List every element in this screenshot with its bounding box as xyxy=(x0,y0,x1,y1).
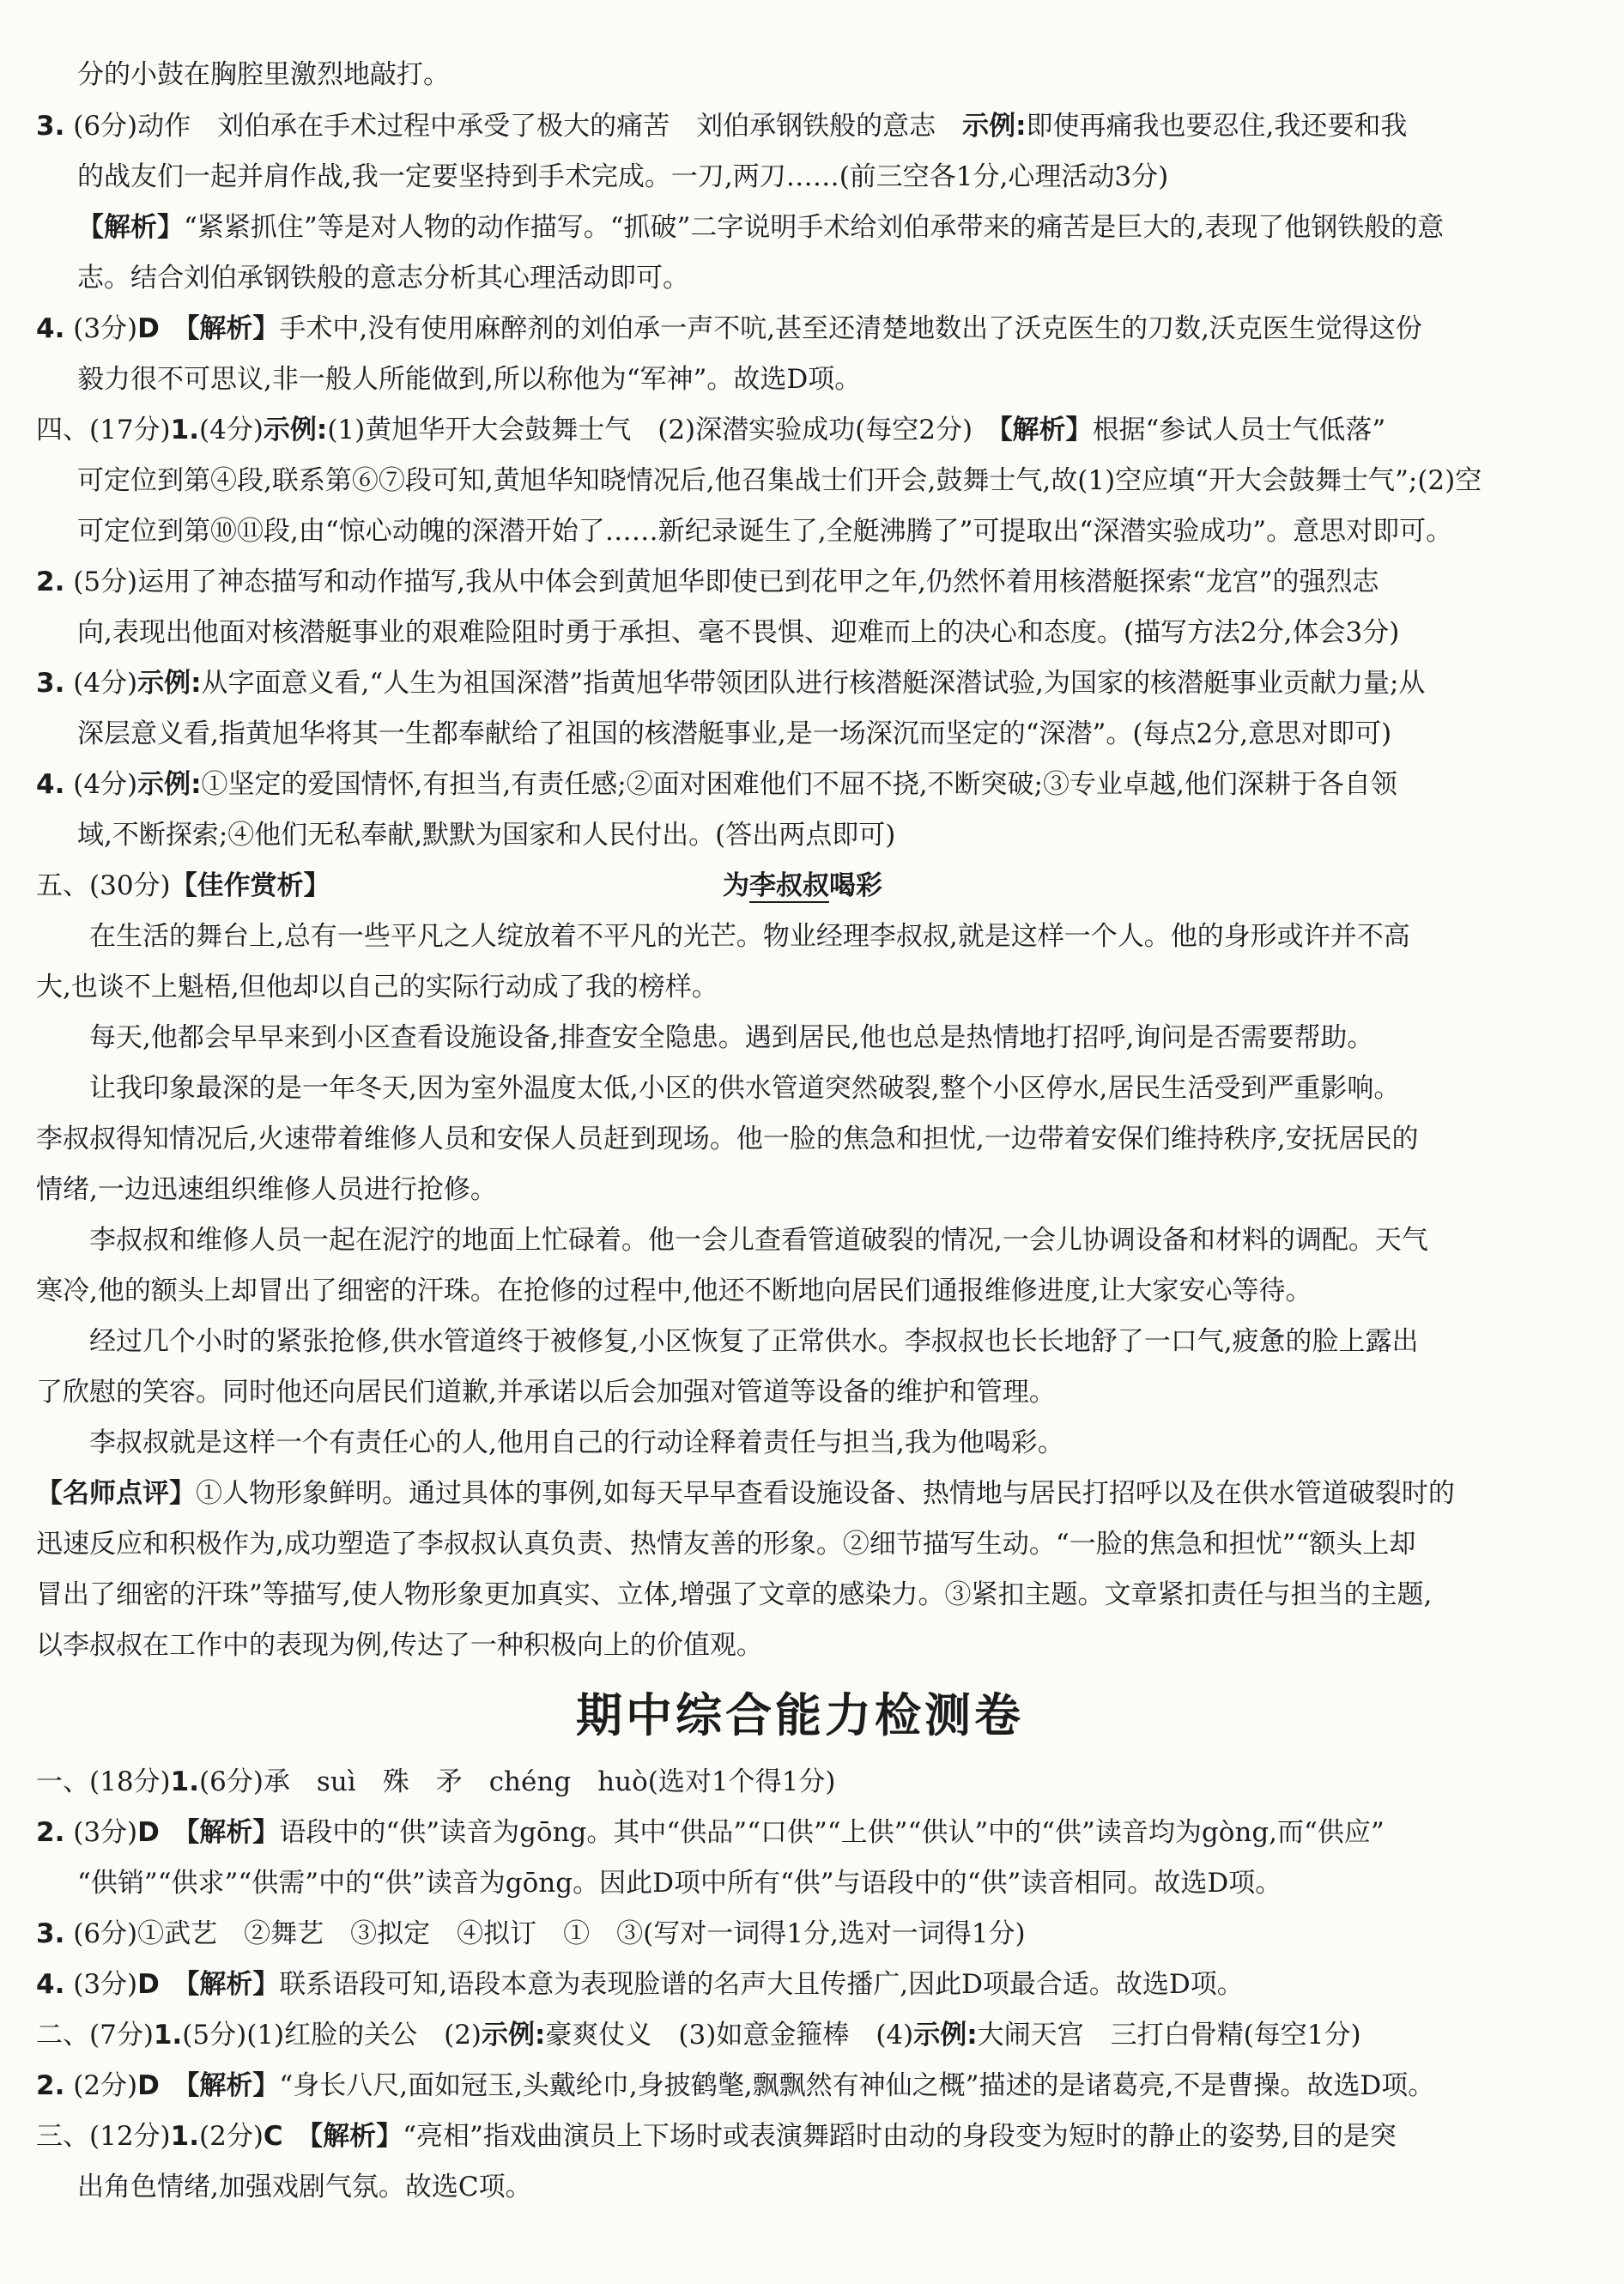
mid-s1-q1-number: 1. xyxy=(170,1766,199,1797)
essay-p5: 经过几个小时的紧张抢修,供水管道终于被修复,小区恢复了正常供水。李叔叔也长长地舒了一口气,疲惫的脸上露出 xyxy=(89,1326,1419,1357)
sec4-q3-number: 3. xyxy=(36,668,65,699)
sec4-q3-line2: 深层意义看,指黄旭华将其一生都奉献给了祖国的核潜艇事业,是一场深沉而坚定的“深潜”。(每点2分,意思对即可) xyxy=(77,718,1392,749)
mid-s1-q1 xyxy=(36,1757,1564,1808)
mid-s1-q3 xyxy=(36,1909,1564,1960)
sec5-label: 【佳作赏析】 xyxy=(170,870,330,901)
sec4-q2-number: 2. xyxy=(36,566,65,597)
sec4-q4 xyxy=(36,760,1564,810)
teacher-comment-line3: 冒出了细密的汗珠”等描写,使人物形象更加真实、立体,增强了文章的感染力。③紧扣主题。文章紧扣责任与担当的主题, xyxy=(36,1579,1433,1610)
mid-s2-heading: 二、(7分) xyxy=(36,2020,154,2051)
mid-s1-q4-number: 4. xyxy=(36,1969,65,2000)
q4-line2: 毅力很不可思议,非一般人所能做到,所以称他为“军神”。故选D项。 xyxy=(77,364,862,395)
mid-s1-q3-number: 3. xyxy=(36,1918,65,1949)
sec4-q4-score: (4分) xyxy=(73,769,138,800)
q3-analysis-line2: 志。结合刘伯承钢铁般的意志分析其心理活动即可。 xyxy=(77,263,689,294)
sec4-q3 xyxy=(36,658,1564,709)
teacher-comment-line2: 迅速反应和积极作为,成功塑造了李叔叔认真负责、热情友善的形象。②细节描写生动。“一脸的焦急和担忧”“额头上却 xyxy=(36,1529,1416,1560)
teacher-comment-label: 【名师点评】 xyxy=(36,1478,196,1509)
mid-s1-q3-text: (6分)①武艺 ②舞艺 ③拟定 ④拟订 ① ③(写对一词得1分,选对一词得1分) xyxy=(73,1918,1026,1949)
sec4-q4-line1: ①坚定的爱国情怀,有担当,有责任感;②面对困难他们不屈不挠,不断突破;③专业卓越,他们深耕于各自领 xyxy=(201,769,1397,800)
mid-s3-q1-score: (2分) xyxy=(199,2121,264,2152)
essay-p4: 李叔叔和维修人员一起在泥泞的地面上忙碌着。他一会儿查看管道破裂的情况,一会儿协调设备和材料的调配。天气 xyxy=(89,1225,1428,1256)
sec4-q4-example-label: 示例: xyxy=(137,769,202,800)
mid-s2-q1-part1: (5分)(1)红脸的关公 (2) xyxy=(182,2020,482,2051)
q3-line2: 的战友们一起并肩作战,我一定要坚持到手术完成。一刀,两刀……(前三空各1分,心理活动3分) xyxy=(77,161,1169,192)
essay-p3-cont1: 李叔叔得知情况后,火速带着维修人员和安保人员赶到现场。他一脸的焦急和担忧,一边带着安保们维持秩序,安抚居民的 xyxy=(36,1124,1419,1154)
mid-s2-q1 xyxy=(36,2010,1564,2061)
mid-s2-q1-number: 1. xyxy=(153,2020,183,2051)
mid-s1-heading: 一、(18分) xyxy=(36,1766,171,1797)
mid-s3-q1-line2: 出角色情绪,加强戏剧气氛。故选C项。 xyxy=(77,2172,532,2202)
q4-number: 4. xyxy=(36,313,65,344)
essay-p2: 每天,他都会早早来到小区查看设施设备,排查安全隐患。遇到居民,他也总是热情地打招呼,询问是否需要帮助。 xyxy=(89,1022,1374,1053)
mid-s2-q2 xyxy=(36,2061,1564,2111)
mid-s1-q1-text: (6分)承 suì 殊 矛 chéng huò(选对1个得1分) xyxy=(199,1766,836,1797)
essay-p4-cont: 寒冷,他的额头上却冒出了细密的汗珠。在抢修的过程中,他还不断地向居民们通报维修进度,让大家安心等待。 xyxy=(36,1275,1312,1306)
teacher-comment-line1: ①人物形象鲜明。通过具体的事例,如每天早早查看设施设备、热情地与居民打招呼以及在供水管道破裂时的 xyxy=(196,1478,1455,1509)
mid-s1-q4-score: (3分) xyxy=(73,1969,138,2000)
essay-p3: 让我印象最深的是一年冬天,因为室外温度太低,小区的供水管道突然破裂,整个小区停水,居民生活受到严重影响。 xyxy=(89,1073,1401,1104)
q3-example-label: 示例: xyxy=(962,111,1027,142)
essay-p1-cont: 大,也谈不上魁梧,但他却以自己的实际行动成了我的榜样。 xyxy=(36,972,718,1003)
mid-s1-q2-number: 2. xyxy=(36,1817,65,1848)
q3-analysis xyxy=(36,203,1564,253)
midterm-title: 期中综合能力检测卷 xyxy=(576,1688,1024,1742)
mid-s1-q4 xyxy=(36,1960,1564,2010)
mid-s1-q2 xyxy=(36,1808,1564,1858)
q3-line1: (6分)动作 刘伯承在手术过程中承受了极大的痛苦 刘伯承钢铁般的意志 xyxy=(73,111,963,142)
q3-answer xyxy=(36,101,1564,152)
sec4-q4-line2: 域,不断探索;④他们无私奉献,默默为国家和人民付出。(答出两点即可) xyxy=(77,820,896,851)
mid-s3-q1-answer: C 【解析】 xyxy=(263,2121,403,2152)
mid-s3-q1 xyxy=(36,2111,1564,2162)
sec4-q1-line2: 可定位到第④段,联系第⑥⑦段可知,黄旭华知晓情况后,他召集战士们开会,鼓舞士气,故(1)空应填“开大会鼓舞士气”;(2)空 xyxy=(77,465,1482,496)
sec4-q1-line1-end: 根据“参试人员士气低落” xyxy=(1092,415,1386,445)
q3-line1-end: 即使再痛我也要忍住,我还要和我 xyxy=(1026,111,1408,142)
mid-s2-q1-example2: 示例: xyxy=(913,2020,978,2051)
mid-s2-q1-part3: 大闹天宫 三打白骨精(每空1分) xyxy=(977,2020,1361,2051)
essay-p6: 李叔叔就是这样一个有责任心的人,他用自己的行动诠释着责任与担当,我为他喝彩。 xyxy=(89,1427,1064,1458)
sec5-heading: 五、(30分) xyxy=(36,870,171,901)
mid-s1-q4-answer: D 【解析】 xyxy=(137,1969,280,2000)
sec4-q2-line1: (5分)运用了神态描写和动作描写,我从中体会到黄旭华即使已到花甲之年,仍然怀着用核潜艇探索“龙宫”的强烈志 xyxy=(73,566,1379,597)
sec4-q3-line1: 从字面意义看,“人生为祖国深潜”指黄旭华带领团队进行核潜艇深潜试验,为国家的核潜艇事业贡献力量;从 xyxy=(201,668,1426,699)
teacher-comment-line4: 以李叔叔在工作中的表现为例,传达了一种积极向上的价值观。 xyxy=(36,1630,763,1661)
teacher-comment xyxy=(36,1469,1564,1519)
sec4-q1 xyxy=(36,405,1564,456)
q4-answer xyxy=(36,304,1564,354)
essay-title-underlined: 李叔叔 xyxy=(749,870,829,901)
sec4-q1-score: (4分) xyxy=(199,415,264,445)
mid-s2-q1-example1: 示例: xyxy=(482,2020,546,2051)
mid-s2-q2-answer: D 【解析】 xyxy=(137,2070,280,2101)
mid-s3-q1-line1: “亮相”指戏曲演员上下场时或表演舞蹈时由动的身段变为短时的静止的姿势,目的是突 xyxy=(403,2121,1397,2152)
q3-number: 3. xyxy=(36,111,65,142)
essay-title-post: 喝彩 xyxy=(829,870,882,901)
sec4-q1-line3: 可定位到第⑩⑪段,由“惊心动魄的深潜开始了……新纪录诞生了,全艇沸腾了”可提取出“深潜实验成功”。意思对即可。 xyxy=(77,516,1453,547)
mid-s2-q2-text: “身长八尺,面如冠玉,头戴纶巾,身披鹤氅,飘飘然有神仙之概”描述的是诸葛亮,不是曹操。故选D项。 xyxy=(279,2070,1435,2101)
essay-title-pre: 为 xyxy=(723,870,749,901)
q3-analysis-text: “紧紧抓住”等是对人物的动作描写。“抓破”二字说明手术给刘伯承带来的痛苦是巨大的,表现了他钢铁般的意 xyxy=(184,212,1445,243)
sec4-q3-example-label: 示例: xyxy=(137,668,202,699)
essay-title xyxy=(723,861,882,912)
answer-page xyxy=(36,59,1564,2213)
sec4-q2-line2: 向,表现出他面对核潜艇事业的艰难险阻时勇于承担、毫不畏惧、迎难而上的决心和态度。(描写方法2分,体会3分) xyxy=(77,617,1400,648)
mid-s2-q1-part2: 豪爽仗义 (3)如意金箍棒 (4) xyxy=(545,2020,914,2051)
essay-p3-cont2: 情绪,一边迅速组织维修人员进行抢修。 xyxy=(36,1174,497,1205)
q4-line1: 手术中,没有使用麻醉剂的刘伯承一声不吭,甚至还清楚地数出了沃克医生的刀数,沃克医生觉得这份 xyxy=(279,313,1422,344)
q4-score: (3分) xyxy=(73,313,138,344)
sec5-header xyxy=(36,861,1564,912)
mid-s2-q2-number: 2. xyxy=(36,2070,65,2101)
mid-s1-q4-text: 联系语段可知,语段本意为表现脸谱的名声大且传播广,因此D项最合适。故选D项。 xyxy=(279,1969,1244,2000)
mid-s1-q2-score: (3分) xyxy=(73,1817,138,1848)
mid-s1-q2-line2: “供销”“供求”“供需”中的“供”读音为gōng。因此D项中所有“供”与语段中的“供”读音相同。故选D项。 xyxy=(77,1868,1282,1899)
sec4-q1-analysis-label: 【解析】 xyxy=(999,415,1093,445)
q4-answer-label: D 【解析】 xyxy=(137,313,280,344)
continuation-line: 分的小鼓在胸腔里激烈地敲打。 xyxy=(77,59,450,90)
essay-p5-cont: 了欣慰的笑容。同时他还向居民们道歉,并承诺以后会加强对管道等设备的维护和管理。 xyxy=(36,1377,1056,1408)
mid-s2-q2-score: (2分) xyxy=(73,2070,138,2101)
sec4-q4-number: 4. xyxy=(36,769,65,800)
essay-p1: 在生活的舞台上,总有一些平凡之人绽放着不平凡的光芒。物业经理李叔叔,就是这样一个人。他的身形或许并不高 xyxy=(89,921,1410,952)
mid-s3-q1-number: 1. xyxy=(170,2121,199,2152)
sec4-q1-example-label: 示例: xyxy=(263,415,328,445)
sec4-heading: 四、(17分) xyxy=(36,415,171,445)
mid-s3-heading: 三、(12分) xyxy=(36,2121,171,2152)
mid-s1-q2-line1: 语段中的“供”读音为gōng。其中“供品”“口供”“上供”“供认”中的“供”读音均为gòng,而“供应” xyxy=(279,1817,1385,1848)
sec4-q1-line1: (1)黄旭华开大会鼓舞士气 (2)深潜实验成功(每空2分) xyxy=(327,415,1000,445)
sec4-q3-score: (4分) xyxy=(73,668,138,699)
sec4-q1-number: 1. xyxy=(170,415,199,445)
sec4-q2 xyxy=(36,557,1564,608)
analysis-label: 【解析】 xyxy=(77,212,184,243)
mid-s1-q2-answer: D 【解析】 xyxy=(137,1817,280,1848)
